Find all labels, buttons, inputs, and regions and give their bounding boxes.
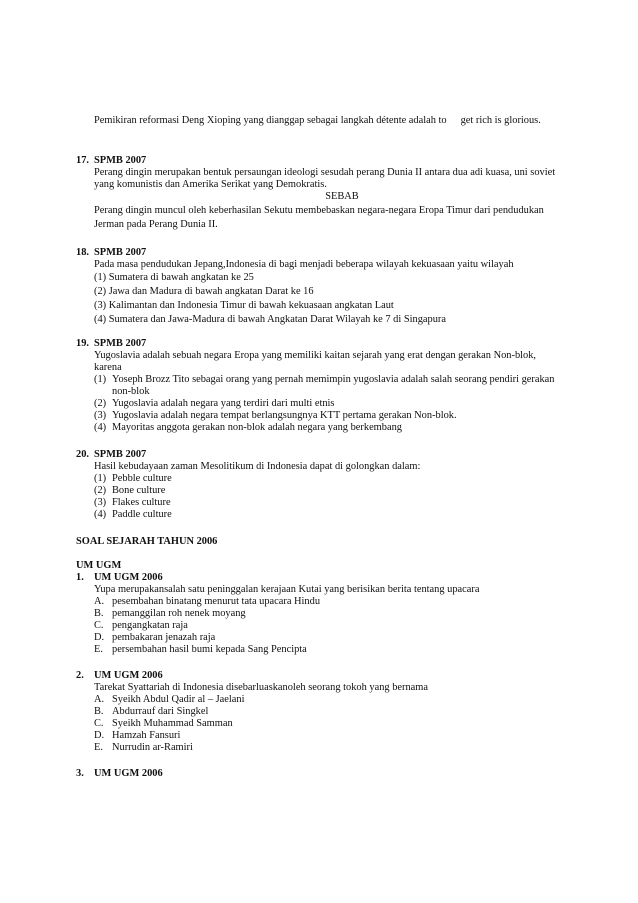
question-line: yang komunistis dan Amerika Serikat yang Demokratis. [94, 179, 327, 190]
section-title: SOAL SEJARAH TAHUN 2006 [76, 536, 218, 547]
option-item: (4) Sumatera dan Jawa-Madura di bawah Angkatan Darat Wilayah ke 7 di Singapura [94, 314, 446, 325]
option-item [94, 596, 570, 608]
option-label: B. [94, 608, 104, 619]
question-source: UM UGM 2006 [94, 572, 163, 583]
question-number: 18. [76, 247, 89, 258]
option-text: Yugoslavia adalah negara yang terdiri dari multi etnis [112, 398, 335, 409]
option-item [94, 410, 570, 422]
option-text: persembahan hasil bumi kepada Sang Pencipta [112, 644, 307, 655]
option-text: Yoseph Brozz Tito sebagai orang yang pernah memimpin yugoslavia adalah salah seorang pendiri gerakan [112, 374, 555, 385]
option-item [94, 706, 570, 718]
question-number: 20. [76, 449, 89, 460]
intro-answer-text: get rich is glorious. [460, 115, 541, 126]
question-stem: Tarekat Syattariah di Indonesia disebarluaskanoleh seorang tokoh yang bernama [94, 682, 428, 693]
question-body [94, 584, 570, 656]
question-body [94, 461, 570, 521]
question-header [76, 247, 570, 259]
option-item [94, 374, 570, 398]
option-item [94, 632, 570, 644]
option-item [94, 608, 570, 620]
question-number: 17. [76, 155, 89, 166]
question-header [76, 572, 570, 584]
question-header [76, 155, 570, 167]
option-label: (2) [94, 485, 107, 496]
question-18 [76, 247, 570, 326]
question-number: 1. [76, 572, 84, 583]
option-text: Bone culture [112, 485, 166, 496]
option-label: E. [94, 644, 103, 655]
option-label: (1) [94, 473, 107, 484]
question-20 [76, 449, 570, 521]
question-source: SPMB 2007 [94, 247, 147, 258]
option-text: pemanggilan roh nenek moyang [112, 608, 246, 619]
option-item [94, 398, 570, 410]
option-text: Pebble culture [112, 473, 172, 484]
option-text: Syeikh Muhammad Samman [112, 718, 233, 729]
question-number: 19. [76, 338, 89, 349]
question-stem: Yugoslavia adalah sebuah negara Eropa yang memiliki kaitan sejarah yang erat dengan gerakan Non-blok, [94, 350, 537, 361]
option-item: (1) Sumatera di bawah angkatan ke 25 [94, 272, 254, 283]
option-label: (3) [94, 497, 107, 508]
question-source: SPMB 2007 [94, 338, 147, 349]
question-line: Jerman pada Perang Dunia II. [94, 219, 218, 230]
option-label: (4) [94, 422, 107, 433]
option-item [94, 497, 570, 509]
intro-statement [94, 115, 574, 127]
question-ugm-2 [76, 670, 570, 754]
option-text: Abdurrauf dari Singkel [112, 706, 209, 717]
question-header [76, 768, 570, 780]
option-text: Paddle culture [112, 509, 172, 520]
subsection-title: UM UGM [76, 560, 122, 571]
question-stem: karena [94, 362, 122, 373]
question-source: UM UGM 2006 [94, 670, 163, 681]
option-item: (2) Jawa dan Madura di bawah angkatan Darat ke 16 [94, 286, 314, 297]
option-text: Mayoritas anggota gerakan non-blok adalah negara yang berkembang [112, 422, 402, 433]
option-item [94, 509, 570, 521]
option-label: E. [94, 742, 103, 753]
question-line: Perang dingin muncul oleh keberhasilan Sekutu membebaskan negara-negara Eropa Timur dari pendudukan [94, 205, 544, 216]
question-stem: Pada masa pendudukan Jepang,Indonesia di bagi menjadi beberapa wilayah kekuasaan yaitu wilayah [94, 259, 514, 270]
option-label: C. [94, 620, 104, 631]
option-text: Flakes culture [112, 497, 171, 508]
question-17 [76, 155, 570, 231]
option-label: B. [94, 706, 104, 717]
option-text: non-blok [112, 386, 150, 397]
question-ugm-1 [76, 572, 570, 656]
option-text: Yugoslavia adalah negara tempat berlangsungnya KTT pertama gerakan Non-blok. [112, 410, 457, 421]
question-ugm-3 [76, 768, 570, 780]
question-number: 3. [76, 768, 84, 779]
option-item [94, 422, 570, 434]
option-item [94, 730, 570, 742]
option-text: Syeikh Abdul Qadir al – Jaelani [112, 694, 245, 705]
question-header [76, 670, 570, 682]
option-item [94, 718, 570, 730]
option-label: C. [94, 718, 104, 729]
question-body [94, 682, 570, 754]
question-source: UM UGM 2006 [94, 768, 163, 779]
option-label: (1) [94, 374, 107, 385]
question-body [94, 167, 570, 231]
option-item [94, 694, 570, 706]
option-item [94, 742, 570, 754]
option-text: pembakaran jenazah raja [112, 632, 216, 643]
option-item: (3) Kalimantan dan Indonesia Timur di bawah kekuasaan angkatan Laut [94, 300, 394, 311]
question-line: Perang dingin merupakan bentuk persaungan ideologi sesudah perang Dunia II antara dua adi kuasa, uni soviet [94, 167, 556, 178]
option-label: D. [94, 730, 105, 741]
question-number: 2. [76, 670, 84, 681]
option-text: Nurrudin ar-Ramiri [112, 742, 193, 753]
option-label: D. [94, 632, 105, 643]
option-label: A. [94, 596, 105, 607]
question-source: SPMB 2007 [94, 155, 147, 166]
option-label: (3) [94, 410, 107, 421]
option-item [94, 473, 570, 485]
question-19 [76, 338, 570, 434]
question-stem: Hasil kebudayaan zaman Mesolitikum di Indonesia dapat di golongkan dalam: [94, 461, 421, 472]
question-header [76, 338, 570, 350]
option-label: (2) [94, 398, 107, 409]
option-text: pengangkatan raja [112, 620, 188, 631]
question-stem: Yupa merupakansalah satu peninggalan kerajaan Kutai yang berisikan berita tentang upacara [94, 584, 480, 595]
intro-statement-text: Pemikiran reformasi Deng Xioping yang dianggap sebagai langkah détente adalah to [94, 115, 447, 126]
question-body [94, 350, 570, 434]
option-text: Hamzah Fansuri [112, 730, 181, 741]
question-body [94, 259, 570, 326]
option-label: A. [94, 694, 105, 705]
option-item [94, 485, 570, 497]
sebab-label: SEBAB [325, 191, 359, 202]
option-label: (4) [94, 509, 107, 520]
option-item [94, 644, 570, 656]
option-item [94, 620, 570, 632]
question-header [76, 449, 570, 461]
option-text: pesembahan binatang menurut tata upacara Hindu [112, 596, 321, 607]
question-source: SPMB 2007 [94, 449, 147, 460]
